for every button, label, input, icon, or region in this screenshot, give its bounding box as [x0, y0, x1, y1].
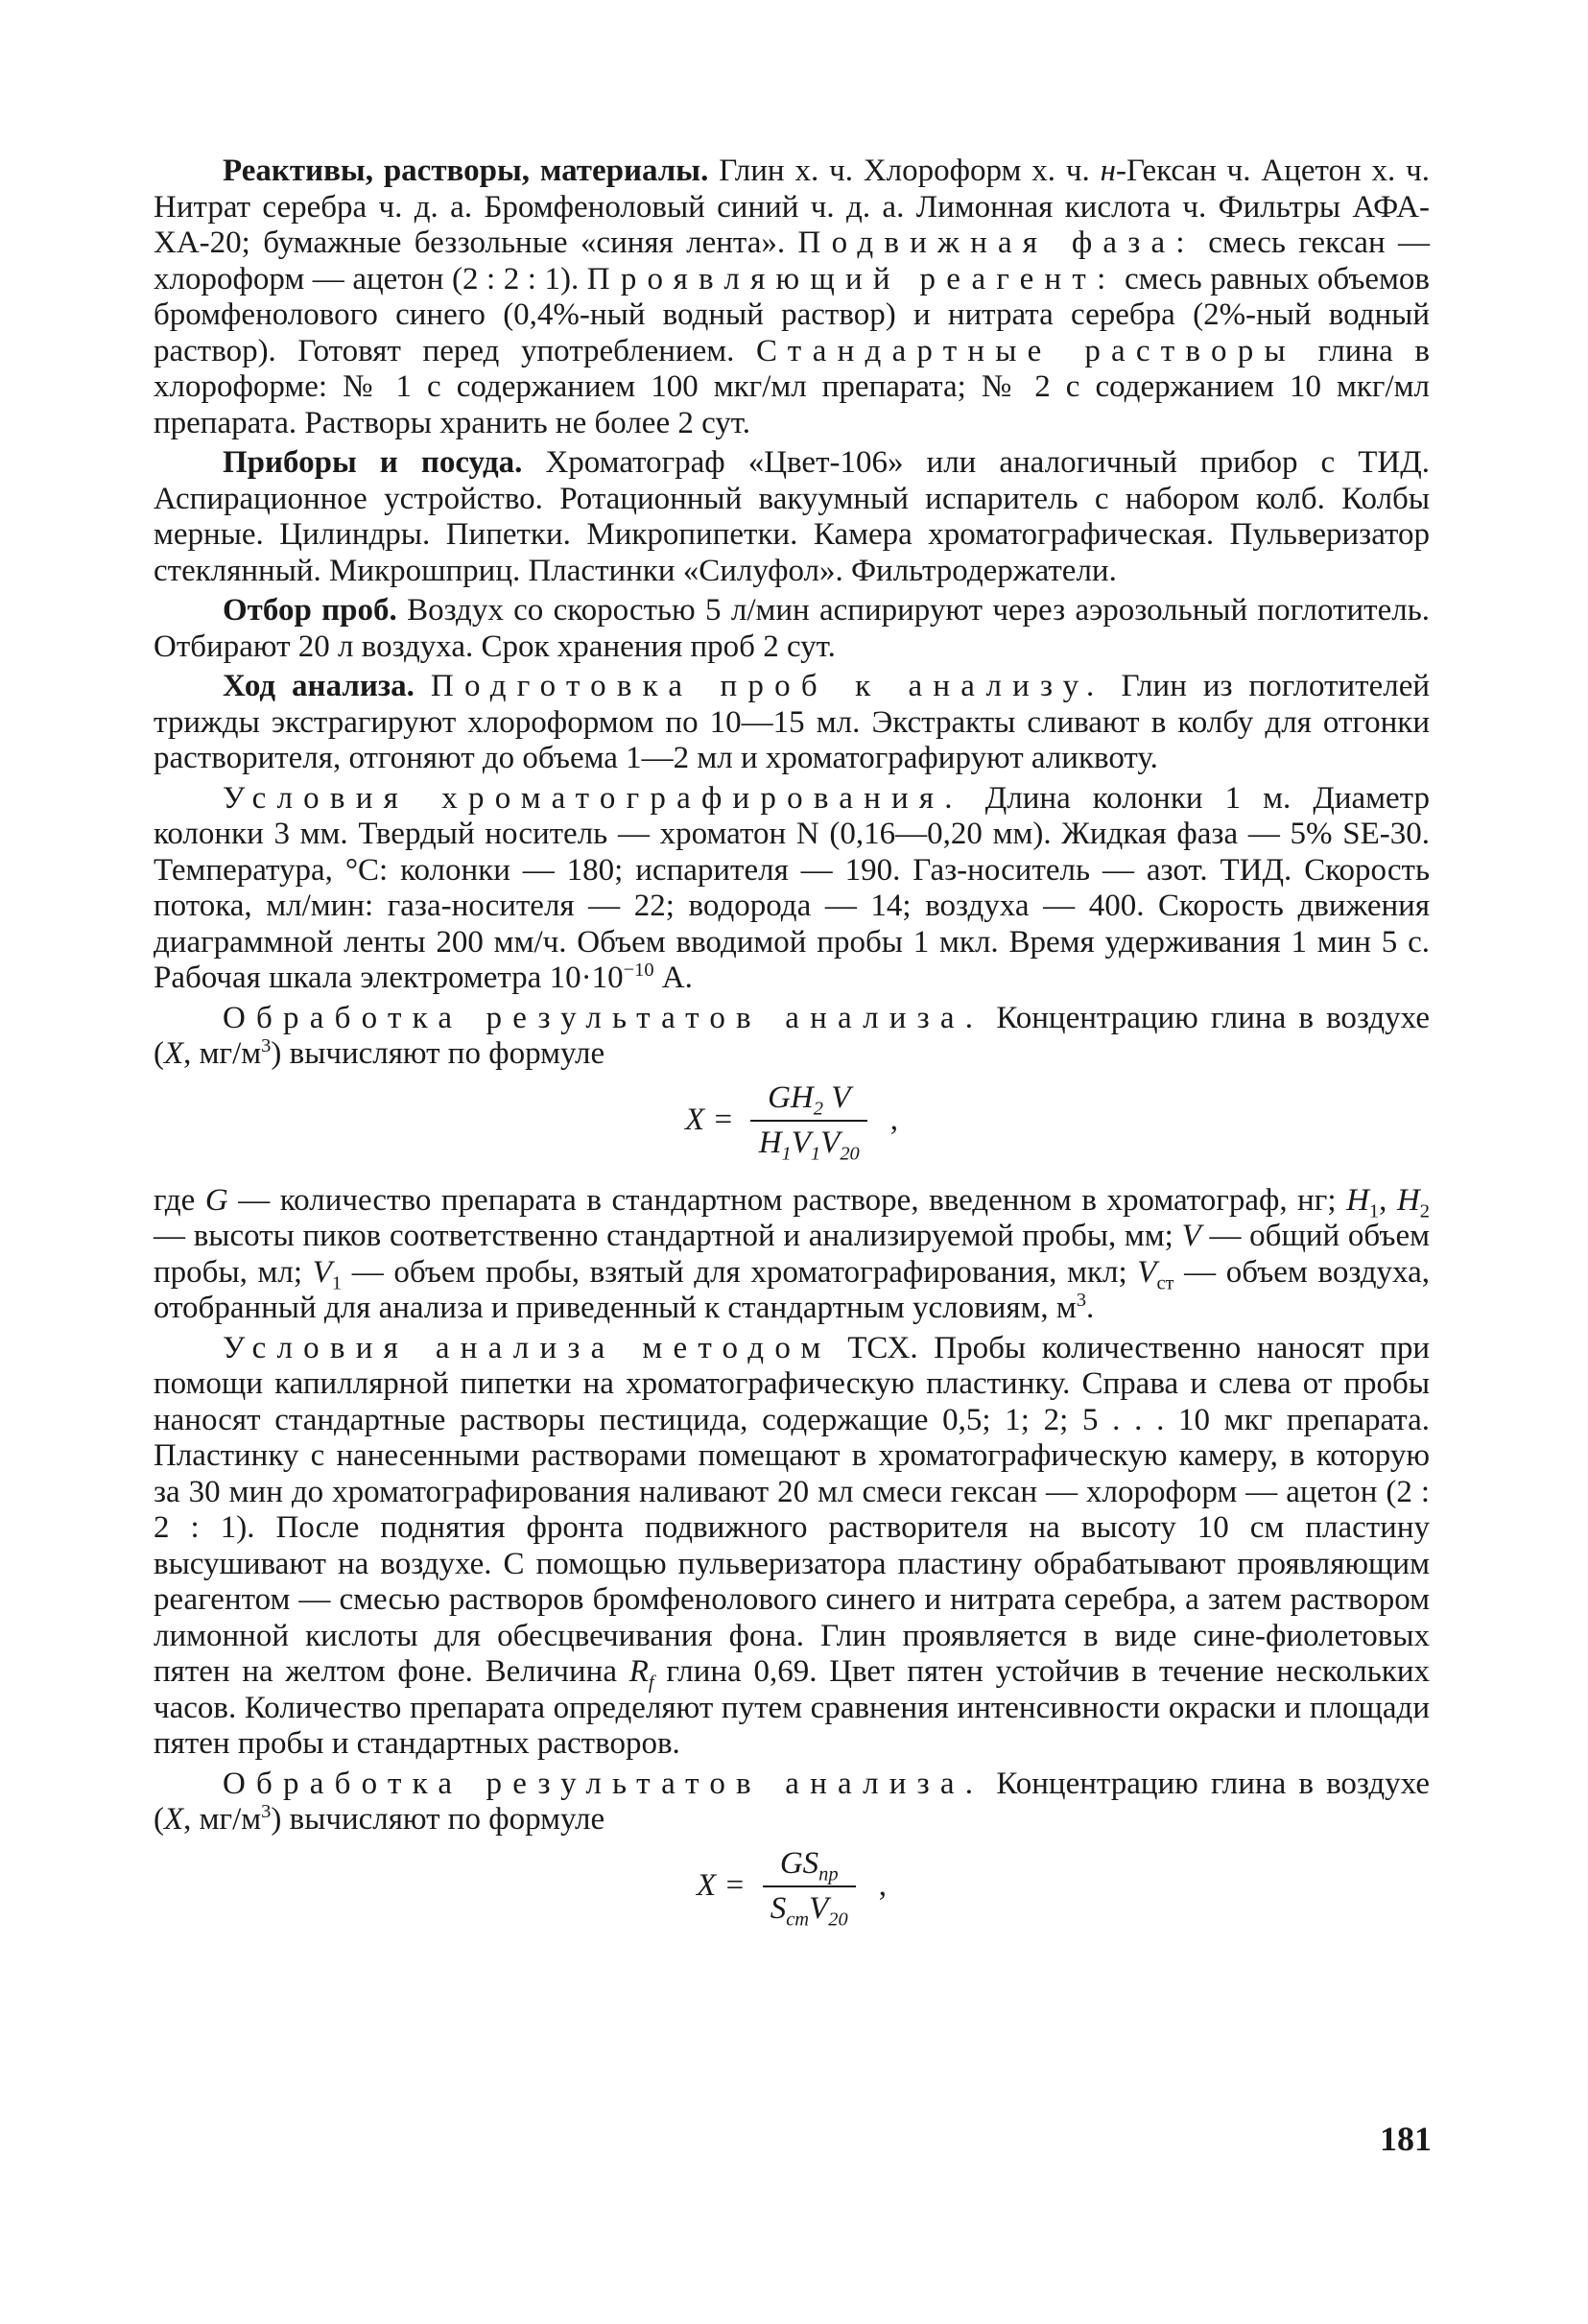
- paragraph-definitions: где G — количество препарата в стандартном растворе, введенном в хроматограф, нг; $H_1$, $H_2$ — высоты пиков соответственно стандартной и анализируемой пробы, мм; V — общий объем пробы, мл; $V_1$ — объем пробы, взятый для хроматографирования, мкл; $V_{ст}$ — объем воздуха, отобранный для анализа и приведенный к стандартным условиям, $м^3$.: [154, 1182, 1431, 1325]
- paragraph-reagents: Реактивы, растворы, материалы. Глин х. ч. Хлороформ х. ч. н-Гексан ч. Ацетон х. ч. Нитрат серебра ч. д. а. Бромфеноловый синий ч. д. а. Лимонная кислота ч. Фильтры АФА-ХА-20; бумажные беззольные «синяя лента». Подвижная фаза: смесь гексан — хлороформ — ацетон (2 : 2 : 1). Проявляющий реагент: смесь равных объемов бромфенолового синего (0,4%-ный водный раствор) и нитрата серебра (2%-ный водный раствор). Готовят перед употреблением. Стандартные растворы глина в хлороформе: № 1 с содержанием 100 мкг/мл препарата; № 2 с содержанием 10 мкг/мл препарата. Растворы хранить не более 2 сут.: [154, 154, 1431, 440]
- paragraph-analysis: Ход анализа. Подготовка проб к анализу. Глин из поглотителей трижды экстрагируют хлороформом по 10—15 мл. Экстракты сливают в колбу для отгонки растворителя, отгоняют до объема 1—2 мл и хроматографируют аликвоту.: [154, 669, 1431, 775]
- section-heading: Отбор проб.: [223, 593, 397, 628]
- paragraph-sampling: Отбор проб. Воздух со скоростью 5 л/мин аспирируют через аэрозольный поглотитель. Отбирают 20 л воздуха. Срок хранения проб 2 сут.: [154, 593, 1430, 664]
- page-body: [154, 154, 1430, 1949]
- paragraph-processing-1: Обработка результатов анализа. Концентрацию глина в воздухе (X, $мг/м^3$) вычисляют по формуле: [154, 1000, 1430, 1071]
- section-heading: Ход анализа.: [223, 669, 415, 703]
- formula-1-numerator: $GH_2$ V: [750, 1080, 867, 1123]
- page-number: 181: [1380, 2120, 1432, 2158]
- paragraph-processing-2: Обработка результатов анализа. Концентрацию глина в воздухе (X, $мг/м^3$) вычисляют по формуле: [154, 1766, 1430, 1837]
- formula-2-denominator: $S_{ст}V_{20}$: [770, 1891, 848, 1931]
- paragraph-tlc-conditions: Условия анализа методом ТСХ. Пробы количественно наносят при помощи капиллярной пипетки на хроматографическую пластинку. Справа и слева от пробы наносят стандартные растворы пестицида, содержащие 0,5; 1; 2; 5 . . . 10 мкг препарата. Пластинку с нанесенными растворами помещают в хроматографическую камеру, в которую за 30 мин до хроматографирования наливают 20 мл смеси гексан — хлороформ — ацетон (2 : 2 : 1). После поднятия фронта подвижного растворителя на высоту 10 см пластину высушивают на воздухе. С помощью пульверизатора пластину обрабатывают проявляющим реагентом — смесью растворов бромфенолового синего и нитрата серебра, а затем раствором лимонной кислоты для обесцвечивания фона. Глин проявляется в виде сине-фиолетовых пятен на желтом фоне. Величина $R_f$ глина 0,69. Цвет пятен устойчив в течение нескольких часов. Количество препарата определяют путем сравнения интенсивности окраски и площади пятен пробы и стандартных растворов.: [154, 1330, 1431, 1761]
- formula-1-denominator: $H_1V_1V_{20}$: [758, 1126, 860, 1165]
- paragraph-instruments: Приборы и посуда. Хроматограф «Цвет-106» или аналогичный прибор с ТИД. Аспирационное устройство. Ротационный вакуумный испаритель с набором колб. Колбы мерные. Цилиндры. Пипетки. Микропипетки. Камера хроматографическая. Пульверизатор стеклянный. Микрошприц. Пластинки «Силуфол». Фильтродержатели.: [154, 445, 1430, 588]
- formula-1: X = $\frac{GH_2 V}{H_1V_1V_{20}}$ ,: [685, 1079, 898, 1165]
- paragraph-chromatography-conditions: Условия хроматографирования. Длина колонки 1 м. Диаметр колонки 3 мм. Твердый носитель — хроматон N (0,16—0,20 мм). Жидкая фаза — 5% SE-30. Температура, °С: колонки — 180; испарителя — 190. Газ-носитель — азот. ТИД. Скорость потока, мл/мин: газа-носителя — 22; водорода — 14; воздуха — 400. Скорость движения диаграммной ленты 200 мм/ч. Объем вводимой пробы 1 мкл. Время удерживания 1 мин 5 с. Рабочая шкала электрометра $10\cdot 10^{-10}$ А.: [154, 780, 1430, 995]
- formula-2-fraction: [753, 1845, 865, 1931]
- section-heading: Реактивы, растворы, материалы.: [223, 154, 709, 188]
- formula-2: X = $\frac{GS_{пр}}{S_{ст}V_{20}}$ ,: [697, 1845, 887, 1931]
- section-heading: Приборы и посуда.: [223, 445, 523, 480]
- formula-2-numerator: $GS_{пр}$: [763, 1846, 856, 1888]
- formula-1-fraction: [742, 1079, 877, 1165]
